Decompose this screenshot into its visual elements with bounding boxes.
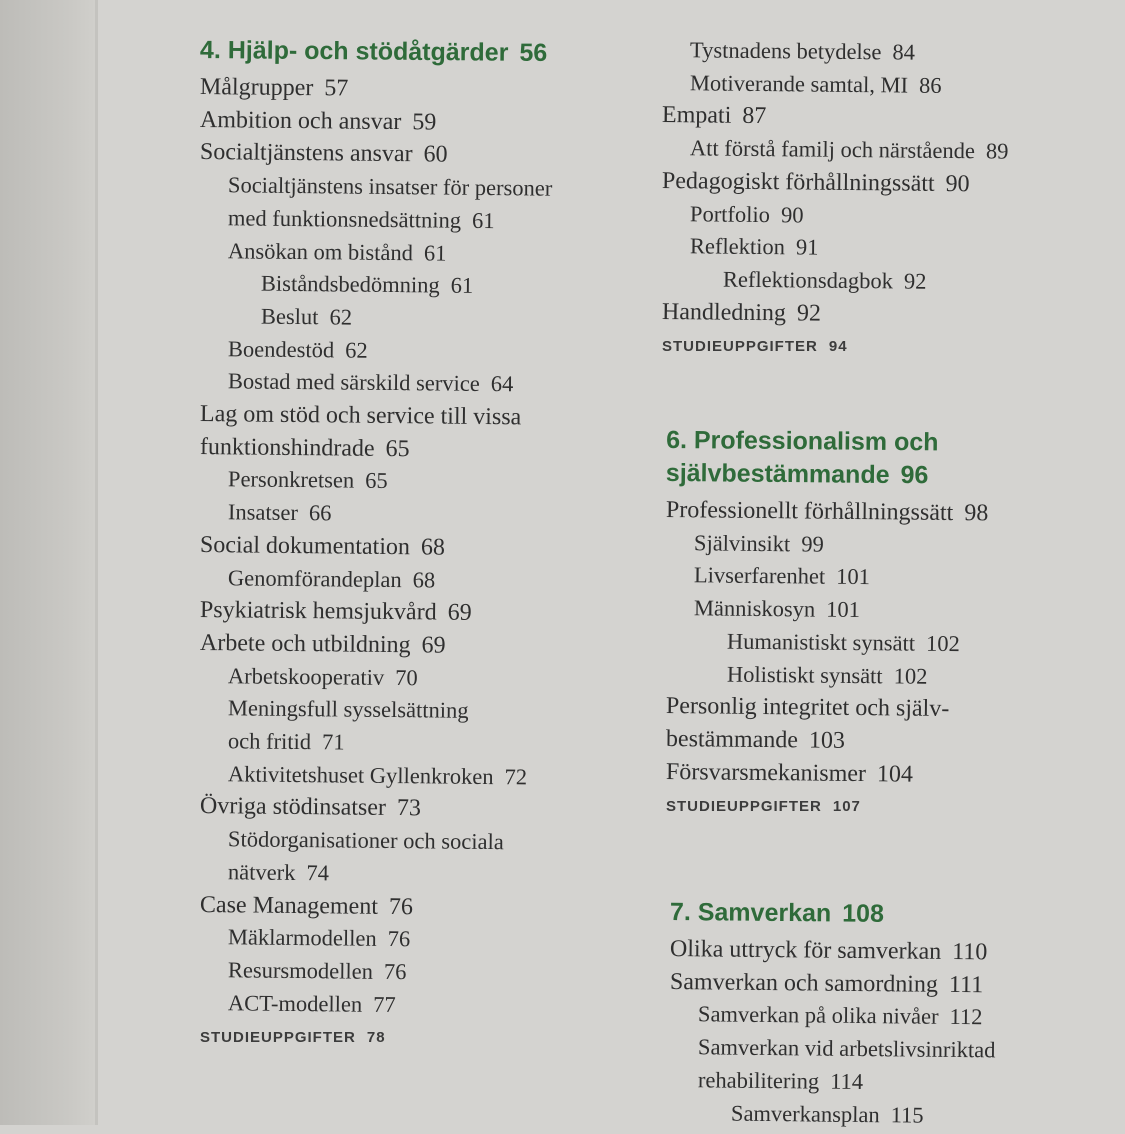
toc-entry-text: med funktionsnedsättning	[227, 205, 462, 233]
toc-entry	[200, 235, 620, 272]
toc-entry-text: Självinsikt	[693, 529, 791, 557]
toc-entry-text: Holistiskt synsätt	[726, 661, 883, 688]
chapter-title-line2: självbestämmande	[665, 458, 890, 489]
toc-entry-page: 89	[985, 138, 1009, 164]
toc-entry	[662, 99, 1082, 136]
toc-entry-text: Motiverande samtal, MI	[689, 69, 909, 98]
toc-entry-text: Tystnadens betydelse	[689, 37, 882, 65]
study-tasks-line	[666, 794, 1086, 820]
toc-entry-page: 69	[421, 632, 446, 659]
toc-entry-page: 76	[383, 958, 407, 985]
toc-entry-page: 77	[373, 991, 396, 1017]
toc-chapter-7	[670, 896, 1090, 1129]
toc-entry-text: Case Management	[199, 891, 379, 920]
toc-entry-page: 102	[893, 662, 928, 689]
toc-entry-page: 72	[504, 763, 528, 790]
toc-entry-list	[200, 71, 620, 1019]
study-page: 78	[366, 1029, 386, 1047]
toc-entry-page: 65	[365, 468, 388, 494]
toc-entry	[666, 756, 1086, 793]
toc-entry	[200, 300, 620, 337]
toc-entry-list	[666, 494, 1086, 788]
toc-entry-text: Portfolio	[689, 200, 771, 227]
toc-entry	[200, 627, 620, 664]
toc-entry-text: Människosyn	[693, 595, 816, 622]
toc-entry-page: 111	[948, 971, 984, 998]
toc-entry-page: 91	[795, 234, 819, 260]
toc-entry	[200, 660, 620, 697]
toc-entry-page: 76	[387, 926, 411, 952]
chapter-page: 56	[519, 38, 548, 68]
chapter-title-line1: 6. Professionalism och	[666, 426, 939, 457]
toc-entry	[670, 1031, 1090, 1068]
toc-entry-page: 115	[890, 1101, 924, 1128]
toc-entry-text: Stödorganisationer och sociala	[227, 826, 504, 855]
chapter-title: 4. Hjälp- och stödåtgärder	[199, 36, 509, 67]
toc-entry	[666, 527, 1086, 564]
toc-entry-text: Socialtjänstens insatser för personer	[227, 172, 553, 201]
chapter-page: 96	[900, 461, 929, 490]
toc-entry-text: Samverkan och samordning	[669, 968, 939, 998]
toc-entry-text: Insatser	[227, 499, 299, 526]
chapter-page: 108	[842, 899, 885, 928]
toc-entry-text: Övriga stödinsatser	[199, 793, 387, 822]
toc-entry-page: 57	[324, 75, 349, 102]
chapter-6-heading	[666, 424, 1087, 494]
toc-right-top	[662, 34, 1082, 360]
study-page: 107	[832, 798, 861, 816]
toc-entry-page: 68	[412, 566, 436, 593]
toc-entry	[200, 267, 620, 304]
toc-entry-page: 92	[903, 268, 927, 294]
toc-entry-page: 101	[836, 564, 871, 590]
toc-entry-text: Samverkan vid arbetslivsinriktad	[697, 1034, 996, 1063]
toc-entry	[670, 1097, 1090, 1134]
toc-entry-page: 112	[949, 1004, 983, 1030]
toc-entry-text: Arbetskooperativ	[227, 662, 385, 690]
study-tasks-line	[662, 334, 1082, 360]
toc-entry-page: 65	[385, 435, 410, 462]
toc-entry-text: ACT-modellen	[227, 989, 363, 1017]
toc-entry	[200, 562, 620, 599]
toc-entry	[200, 823, 620, 860]
toc-entry	[662, 67, 1082, 104]
toc-entry	[200, 104, 620, 141]
toc-entry-page: 71	[321, 729, 345, 755]
toc-entry-text: Genomförandeplan	[227, 564, 402, 592]
toc-entry-text: Reflektionsdagbok	[722, 266, 894, 294]
toc-entry-text: Beslut	[260, 303, 319, 330]
toc-entry	[670, 966, 1090, 1003]
toc-entry	[200, 725, 620, 762]
toc-entry	[200, 136, 620, 173]
toc-entry-text: Reflektion	[689, 233, 786, 260]
toc-entry-text: Meningsfull sysselsättning	[227, 695, 469, 724]
toc-entry	[200, 431, 620, 468]
toc-entry-page: 114	[830, 1068, 864, 1094]
toc-entry-page: 90	[780, 201, 804, 227]
toc-entry	[666, 690, 1086, 727]
toc-entry	[200, 71, 620, 108]
toc-entry	[200, 202, 620, 239]
toc-entry-text: Olika uttryck för samverkan	[669, 936, 942, 965]
toc-entry-page: 61	[471, 207, 495, 233]
toc-entry	[200, 790, 620, 827]
book-gutter	[95, 0, 98, 1125]
toc-entry	[666, 494, 1086, 531]
toc-entry-page: 104	[876, 760, 914, 788]
toc-entry-page: 101	[826, 596, 861, 623]
toc-entry-text: nätverk	[227, 859, 296, 885]
toc-chapter-6	[666, 424, 1086, 820]
toc-entry	[666, 559, 1086, 596]
toc-entry-text: Försvarsmekanismer	[665, 758, 867, 787]
toc-entry	[200, 856, 620, 893]
toc-entry	[200, 365, 620, 402]
chapter-title: 7. Samverkan	[669, 898, 832, 928]
study-label: STUDIEUPPGIFTER	[200, 1029, 356, 1047]
toc-entry-text: Ansökan om bistånd	[227, 237, 414, 265]
toc-entry-text: Biståndsbedömning	[260, 270, 440, 298]
toc-entry	[200, 594, 620, 631]
toc-entry-page: 76	[388, 893, 414, 920]
toc-entry	[670, 933, 1090, 970]
toc-entry-page: 110	[952, 938, 988, 966]
toc-entry	[200, 921, 620, 958]
toc-entry-text: Handledning	[661, 298, 787, 326]
toc-entry-text: Bostad med särskild service	[227, 368, 480, 397]
toc-entry-page: 62	[329, 304, 353, 330]
toc-left-column	[200, 34, 620, 1051]
toc-entry	[200, 529, 620, 566]
chapter-4-heading	[200, 34, 620, 71]
toc-entry-text: Empati	[661, 102, 732, 130]
toc-entry	[200, 758, 620, 795]
toc-entry-page: 92	[796, 300, 822, 327]
toc-entry-page: 98	[964, 500, 989, 527]
toc-entry-page: 68	[420, 534, 446, 561]
toc-entry	[200, 954, 620, 991]
toc-entry-page: 74	[306, 859, 330, 886]
toc-entry	[666, 723, 1086, 760]
toc-entry-text: Samverkansplan	[730, 1100, 880, 1127]
toc-entry-text: Målgrupper	[199, 74, 314, 102]
toc-entry-text: Resursmodellen	[227, 957, 374, 984]
toc-entry	[666, 592, 1086, 629]
toc-entry-page: 84	[892, 39, 916, 65]
toc-entry-text: Socialtjänstens ansvar	[199, 139, 413, 168]
toc-entry	[670, 998, 1090, 1035]
toc-entry-text: och fritid	[227, 728, 312, 755]
left-page-edge	[0, 0, 95, 1125]
toc-entry	[662, 198, 1082, 235]
toc-entry-text: Samverkan på olika nivåer	[697, 1001, 939, 1030]
toc-entry-text: Arbete och utbildning	[199, 629, 411, 659]
toc-entry	[662, 132, 1082, 169]
toc-entry-page: 59	[412, 108, 437, 136]
toc-entry-text: Livserfarenhet	[693, 562, 826, 590]
toc-entry-page: 73	[396, 795, 422, 822]
toc-entry-page: 62	[345, 337, 368, 363]
toc-entry-text: funktionshindrade	[199, 433, 375, 462]
toc-entry	[662, 34, 1082, 71]
toc-entry-page: 61	[450, 272, 474, 299]
toc-entry-page: 64	[490, 371, 514, 397]
toc-entry-text: Att förstå familj och närstående	[689, 135, 976, 164]
toc-entry	[662, 263, 1082, 300]
toc-entry-list	[662, 34, 1082, 328]
toc-entry	[666, 625, 1086, 662]
toc-entry	[200, 692, 620, 729]
toc-entry-page: 90	[945, 170, 970, 198]
study-label: STUDIEUPPGIFTER	[662, 338, 818, 356]
toc-entry-page: 61	[423, 239, 447, 266]
toc-entry-text: Boendestöd	[227, 335, 335, 363]
chapter-7-heading	[670, 896, 1090, 933]
study-page: 94	[828, 338, 848, 356]
toc-entry-text: Mäklarmodellen	[227, 924, 377, 952]
toc-entry-text: Aktivitetshuset Gyllenkroken	[227, 761, 494, 789]
toc-entry-text: Professionellt förhållningssätt	[665, 497, 954, 527]
toc-entry	[662, 230, 1082, 267]
study-label: STUDIEUPPGIFTER	[666, 798, 822, 816]
toc-entry-text: Pedagogiskt förhållningssätt	[661, 167, 935, 197]
toc-entry	[662, 296, 1082, 333]
toc-entry-text: Social dokumentation	[199, 531, 411, 561]
toc-entry	[662, 165, 1082, 202]
toc-entry-text: Ambition och ansvar	[199, 106, 402, 135]
toc-entry-page: 70	[395, 664, 418, 690]
toc-entry-page: 87	[742, 103, 767, 130]
toc-entry-text: Humanistiskt synsätt	[726, 628, 916, 656]
toc-entry-page: 103	[808, 727, 846, 754]
toc-entry-page: 69	[447, 599, 472, 627]
toc-entry	[670, 1064, 1090, 1101]
toc-entry-page: 86	[918, 72, 942, 98]
toc-entry-text: Psykiatrisk hemsjukvård	[199, 597, 437, 626]
toc-entry	[200, 463, 620, 500]
toc-entry-text: rehabilitering	[697, 1067, 820, 1094]
toc-entry	[200, 398, 620, 435]
toc-entry-text: Personkretsen	[227, 466, 355, 494]
toc-entry	[200, 889, 620, 926]
toc-entry-page: 99	[801, 531, 824, 557]
toc-entry-text: bestämmande	[665, 725, 799, 754]
toc-entry	[200, 169, 620, 206]
toc-entry-page: 66	[308, 500, 332, 526]
toc-entry	[200, 333, 620, 370]
toc-entry	[200, 496, 620, 533]
toc-entry	[666, 658, 1086, 695]
toc-entry-text: Lag om stöd och service till vissa	[199, 401, 522, 431]
toc-entry-list	[670, 933, 1090, 1129]
toc-entry-page: 102	[926, 630, 961, 656]
study-tasks-line	[200, 1025, 620, 1051]
toc-entry	[200, 987, 620, 1024]
toc-entry-text: Personlig integritet och själv-	[665, 693, 950, 723]
toc-entry-page: 60	[423, 141, 448, 168]
